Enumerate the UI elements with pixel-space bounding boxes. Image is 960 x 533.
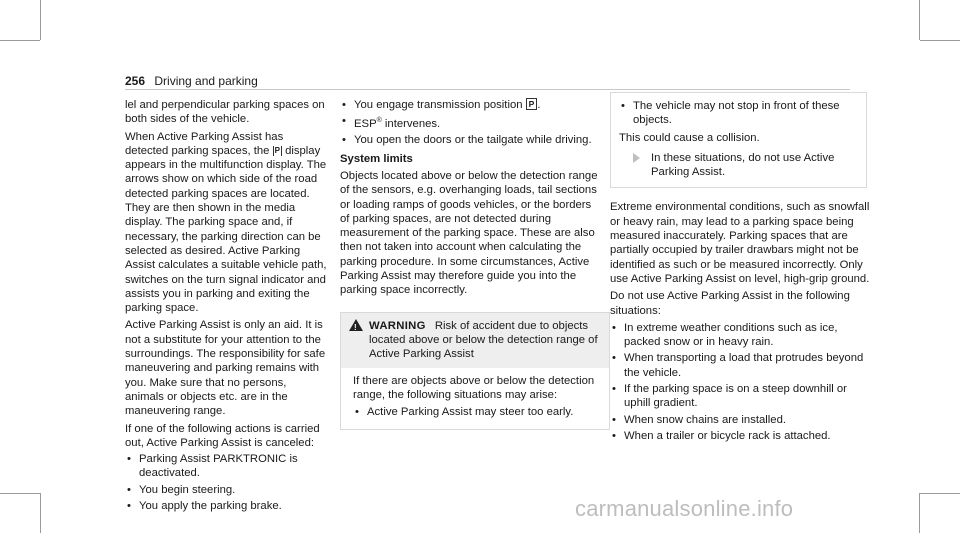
warning-triangle-icon [349,319,363,331]
list-item-text: You engage transmission position [354,99,523,111]
bullet-list [353,405,601,419]
crop-mark [920,493,960,494]
crop-mark [40,493,41,533]
list-item-text: intervenes. [384,118,441,131]
warning-box-content [611,93,866,179]
paragraph: Do not use Active Parking Assist in the following situations: [610,290,850,317]
crop-mark [919,0,920,40]
paragraph: lel and perpendicular parking spaces on both sides of the vehicle. [125,99,325,126]
crop-mark [0,493,40,494]
list-item: • If the parking space is on a steep downhill or uphill gradient. [610,382,872,411]
crop-mark [0,40,40,41]
list-item: • You open the doors or the tailgate while driving. [340,133,602,147]
note-item [619,151,858,180]
warning-header-text: Risk of accident due to objects located above or below the detection range of Active Parking Assist [369,319,598,361]
note-text: In these situations, do not use Active Parking Assist. [651,151,835,179]
column-3 [610,98,872,446]
gear-p-icon: P [526,98,538,110]
paragraph: Active Parking Assist is only an aid. It is not a substitute for your attention to the surroundings. The responsibility for safe maneuvering and parking remains with you. Make sure that no persons, animals or objects etc. are in the maneuvering range. [125,319,326,418]
list-item: • When a trailer or bicycle rack is attached. [610,429,872,443]
list-item: • Active Parking Assist may steer too early. [353,405,601,419]
paragraph: If there are objects above or below the detection range, the following situations may arise: [353,374,595,401]
list-item [340,114,602,131]
watermark: carmanualsonline.info [575,496,794,521]
warning-header [341,313,609,368]
paragraph: If one of the following actions is carried out, Active Parking Assist is canceled: [125,422,320,449]
crop-mark [920,40,960,41]
warning-body [341,368,609,430]
warning-box [340,312,610,431]
warning-box-continued [610,92,867,188]
arrow-right-icon [633,153,640,163]
paragraph: Objects located above or below the detection range of the sensors, e.g. overhanging loads, tail sections or loading ramps of goods vehicles, or the borders of parking spaces, are not detected during measurement of the parking space. These are also then not taken into account when calculating the parking procedure. In some circumstances, Active Parking Assist may therefore guide you into the parking space incorrectly. [340,169,598,297]
list-item: • When snow chains are installed. [610,413,872,427]
registered-mark: ® [376,117,382,125]
section-title: Driving and parking [154,74,258,88]
paragraph: Extreme environmental conditions, such as snowfall or heavy rain, may lead to a parking space being measured inaccurately. Parking spaces that are partially occupied by trailer drawbars might not be identified as such or be measured incorrectly. Only use Active Parking Assist on level, high-grip ground. [610,201,870,285]
section-heading: System limits [340,152,413,165]
bullet-list [619,99,858,128]
bullet-list [340,98,602,148]
crop-mark [919,493,920,533]
list-item: • The vehicle may not stop in front of these objects. [619,99,858,128]
header-rule [125,89,850,90]
paragraph: This could cause a collision. [619,131,760,144]
bullet-list [125,452,328,513]
paragraph-text: display appears in the multifunction display. The arrows show on which side of the road detected parking spaces are located. They are then shown in the media display. The parking space and, if necessary, the parking direction can be selected as desired. Active Parking Assist calculates a suitable vehicle path, switches on the turn signal indicator and assists you in parking and exiting the parking space. [125,144,327,315]
list-item: • In extreme weather conditions such as ice, packed snow or in heavy rain. [610,321,872,350]
warning-title: WARNING [369,319,426,332]
list-item: • Parking Assist PARKTRONIC is deactivated. [125,452,328,481]
list-item: • When transporting a load that protrudes beyond the vehicle. [610,351,872,380]
paragraph [125,130,328,316]
crop-mark [40,0,41,40]
parking-display-icon: P [274,145,280,155]
list-item: • You apply the parking brake. [125,499,328,513]
list-item: • You begin steering. [125,483,328,497]
page-header [125,74,258,88]
column-2 [340,98,602,430]
bullet-list [610,321,872,443]
list-item: • You engage transmission position P . [340,98,602,112]
paragraph-text: When Active Parking Assist has detected parking spaces, the [125,130,284,157]
list-item-text: ESP [354,118,377,131]
column-1 [125,98,328,516]
page-number: 256 [125,74,146,88]
